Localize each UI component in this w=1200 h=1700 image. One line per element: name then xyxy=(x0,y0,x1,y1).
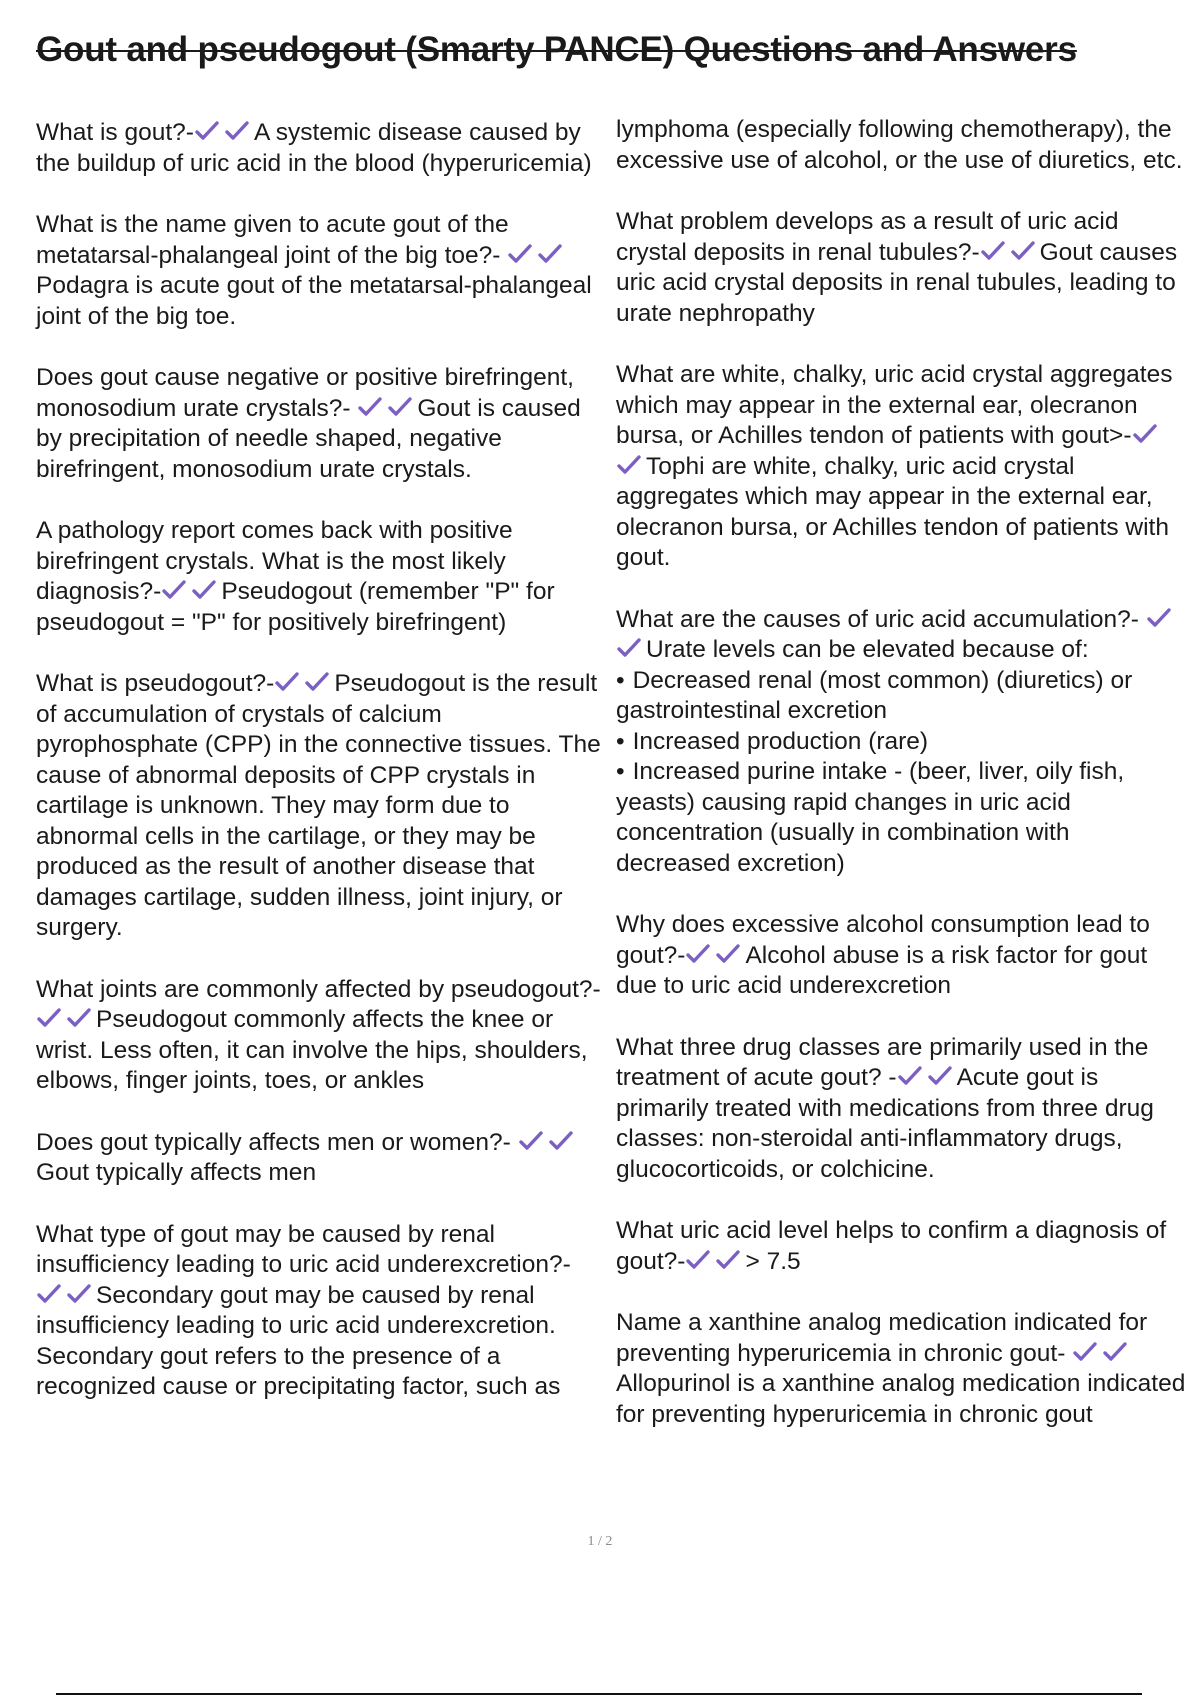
answer-text: Podagra is acute gout of the metatarsal-phalangeal joint of the big toe. xyxy=(36,272,592,330)
answer-continuation: lymphoma (especially following chemotherapy), the excessive use of alcohol, or the use of diuretics, etc. xyxy=(616,116,1183,174)
check-icon xyxy=(980,239,1006,263)
page-number: 1 / 2 xyxy=(587,1534,613,1549)
check-icon xyxy=(927,1064,953,1088)
check-icon xyxy=(897,1064,923,1088)
footer-divider xyxy=(56,1693,1142,1695)
check-icon xyxy=(191,578,217,602)
answer-text: Gout is caused by precipitation of needle shaped, negative birefringent, monosodium urate crystals. xyxy=(36,394,581,483)
check-icon xyxy=(537,242,563,266)
answer-text: Acute gout is primarily treated with medications from three drug classes: non-steroidal anti-inflammatory drugs, glucocorticoids, or colchicine. xyxy=(616,1064,1154,1183)
check-icon xyxy=(518,1129,544,1153)
qa-item xyxy=(616,1308,1190,1430)
check-icon xyxy=(387,395,413,419)
answer-text: > 7.5 xyxy=(745,1247,801,1275)
answer-text: Alcohol abuse is a risk factor for gout due to uric acid underexcretion xyxy=(616,941,1148,999)
check-icon xyxy=(36,1282,62,1306)
answer-text: A systemic disease caused by the buildup of uric acid in the blood (hyperuricemia) xyxy=(36,119,592,177)
check-icon xyxy=(161,578,187,602)
answer-text: Tophi are white, chalky, uric acid crystal aggregates which may appear in the external ear, olecranon bursa, or Achilles tendon of patients with gout. xyxy=(616,452,1169,571)
qa-item xyxy=(616,605,1190,880)
qa-item xyxy=(616,207,1190,329)
question-text: A pathology report comes back with positive birefringent crystals. What is the most likely diagnosis?- xyxy=(36,517,513,605)
answer-text: Pseudogout is the result of accumulation of crystals of calcium pyrophosphate (CPP) in the connective tissues. The cause of abnormal deposits of CPP crystals in cartilage is unknown. They may form due to abnormal cells in the cartilage, or they may be produced as the result of another disease that damages cartilage, sudden illness, joint injury, or surgery. xyxy=(36,670,601,941)
question-text: What three drug classes are primarily used in the treatment of acute gout? - xyxy=(616,1033,1149,1091)
answer-text: Urate levels can be elevated because of: xyxy=(646,636,1089,663)
qa-item xyxy=(616,1216,1190,1277)
check-icon xyxy=(66,1282,92,1306)
check-icon xyxy=(274,670,300,694)
check-icon xyxy=(357,395,383,419)
check-icon xyxy=(224,119,250,143)
answer-text: Allopurinol is a xanthine analog medication indicated for preventing hyperuricemia in chronic gout xyxy=(616,1370,1186,1428)
right-column xyxy=(616,115,1190,1461)
check-icon xyxy=(685,1248,711,1272)
check-icon xyxy=(616,453,642,477)
check-icon xyxy=(715,942,741,966)
answer-text: Secondary gout may be caused by renal insufficiency leading to uric acid underexcretion. Secondary gout refers to the presence of a recognized cause or precipitating factor, such as xyxy=(36,1281,561,1400)
question-text: Name a xanthine analog medication indicated for preventing hyperuricemia in chronic gout- xyxy=(616,1309,1148,1367)
check-icon xyxy=(1010,239,1036,263)
answer-text: Gout typically affects men xyxy=(36,1159,317,1186)
left-column xyxy=(36,118,602,1434)
qa-item xyxy=(616,910,1190,1002)
qa-item xyxy=(616,1033,1190,1186)
check-icon xyxy=(194,119,220,143)
check-icon xyxy=(548,1129,574,1153)
question-text: What is pseudogout?- xyxy=(36,670,275,697)
qa-item xyxy=(36,1128,602,1189)
answer-text: Pseudogout (remember "P" for pseudogout = "P" for positively birefringent) xyxy=(36,578,555,636)
list-item: • Increased purine intake - (beer, liver, oily fish, yeasts) causing rapid changes in uric acid concentration (usually in combination with decreased excretion) xyxy=(616,757,1190,879)
qa-item xyxy=(36,516,602,638)
check-icon xyxy=(507,242,533,266)
qa-item xyxy=(36,669,602,944)
question-text: What uric acid level helps to confirm a diagnosis of gout?- xyxy=(616,1217,1167,1275)
question-text: What problem develops as a result of uric acid crystal deposits in renal tubules?- xyxy=(616,208,1119,266)
check-icon xyxy=(616,636,642,660)
question-text: What is gout?- xyxy=(36,119,194,146)
answer-text: Gout causes uric acid crystal deposits in renal tubules, leading to urate nephropathy xyxy=(616,238,1178,327)
question-text: Why does excessive alcohol consumption lead to gout?- xyxy=(616,911,1150,969)
check-icon xyxy=(1132,422,1158,446)
question-text: What are white, chalky, uric acid crystal aggregates which may appear in the external ear, olecranon bursa, or Achilles tendon of patients with gout>- xyxy=(616,361,1173,449)
check-icon xyxy=(36,1006,62,1030)
list-item: • Decreased renal (most common) (diuretics) or gastrointestinal excretion xyxy=(616,666,1190,727)
cause-list xyxy=(616,666,1190,880)
question-text: What are the causes of uric acid accumulation?- xyxy=(616,605,1139,633)
check-icon xyxy=(1102,1340,1128,1364)
question-text: Does gout cause negative or positive birefringent, monosodium urate crystals?- xyxy=(36,364,574,422)
qa-item xyxy=(616,360,1190,574)
check-icon xyxy=(715,1248,741,1272)
qa-item xyxy=(36,363,602,485)
check-icon xyxy=(66,1006,92,1030)
question-text: What joints are commonly affected by pseudogout?- xyxy=(36,975,601,1003)
qa-item xyxy=(36,118,602,179)
list-item: • Increased production (rare) xyxy=(616,727,1190,758)
document-title: Gout and pseudogout (Smarty PANCE) Questions and Answers xyxy=(36,30,1077,69)
check-icon xyxy=(304,670,330,694)
check-icon xyxy=(1146,606,1172,630)
question-text: Does gout typically affects men or women?- xyxy=(36,1128,511,1156)
question-text: What type of gout may be caused by renal insufficiency leading to uric acid underexcretion?- xyxy=(36,1220,571,1278)
qa-item xyxy=(36,975,602,1097)
check-icon xyxy=(685,942,711,966)
check-icon xyxy=(1072,1340,1098,1364)
answer-text: Pseudogout commonly affects the knee or wrist. Less often, it can involve the hips, shoulders, elbows, finger joints, toes, or ankles xyxy=(36,1006,588,1094)
question-text: What is the name given to acute gout of the metatarsal-phalangeal joint of the big toe?- xyxy=(36,211,509,269)
qa-item xyxy=(36,1220,602,1403)
qa-item xyxy=(36,210,602,332)
